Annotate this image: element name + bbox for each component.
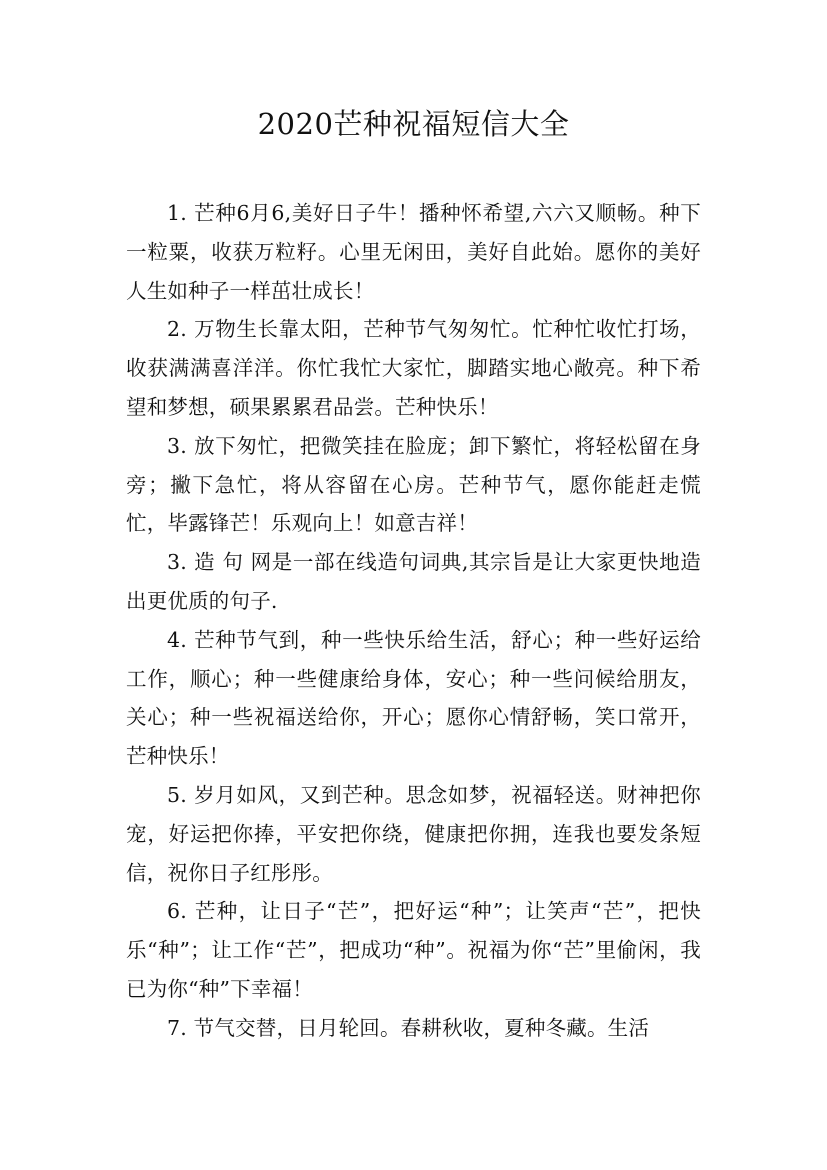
paragraph-1: 1. 芒种6月6,美好日子牛！播种怀希望,六六又顺畅。种下一粒粟，收获万粒籽。心里无闲田，美好自此始。愿你的美好人生如种子一样茁壮成长！ [126, 201, 701, 303]
paragraph-3: 3. 放下匆忙，把微笑挂在脸庞；卸下繁忙，将轻松留在身旁；撇下急忙，将从容留在心房。芒种节气，愿你能赶走慌忙，毕露锋芒！乐观向上！如意吉祥！ [126, 433, 701, 536]
paragraph-3-note: 3. 造 句 网是一部在线造句词典,其宗旨是让大家更快地造出更优质的句子. [126, 550, 701, 613]
document-title: 2020芒种祝福短信大全 [257, 107, 570, 141]
paragraph-4: 4. 芒种节气到，种一些快乐给生活，舒心；种一些好运给工作，顺心；种一些健康给身体，安心；种一些问候给朋友，关心；种一些祝福送给你，开心；愿你心情舒畅，笑口常开，芒种快乐！ [126, 627, 701, 769]
paragraph-7: 7. 节气交替，日月轮回。春耕秋收，夏种冬藏。生活 [167, 1015, 650, 1040]
document-body [126, 194, 701, 1048]
paragraph-2: 2. 万物生长靠太阳，芒种节气匆匆忙。忙种忙收忙打场，收获满满喜洋洋。你忙我忙大家忙，脚踏实地心敞亮。种下希望和梦想，硕果累累君品尝。芒种快乐！ [126, 317, 701, 419]
paragraph-6: 6. 芒种，让日子“芒”，把好运“种”；让笑声“芒”，把快乐“种”；让工作“芒”，把成功“种”。祝福为你“芒”里偷闲，我已为你“种”下幸福！ [126, 899, 701, 1001]
paragraph-5: 5. 岁月如风，又到芒种。思念如梦，祝福轻送。财神把你宠，好运把你捧，平安把你绕，健康把你拥，连我也要发条短信，祝你日子红彤彤。 [126, 782, 701, 885]
